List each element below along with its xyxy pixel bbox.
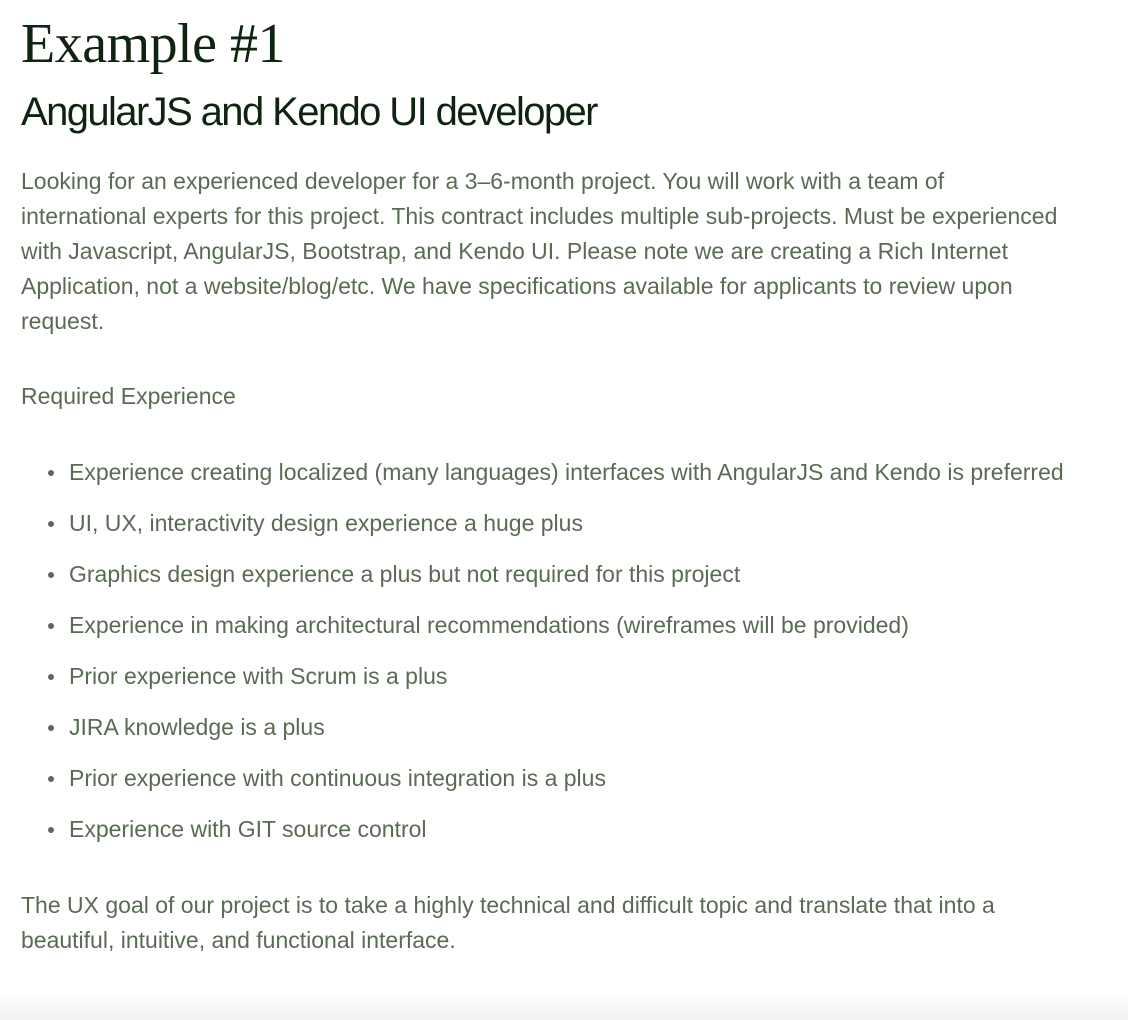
job-posting xyxy=(21,10,1111,958)
list-item: Experience with GIT source control xyxy=(69,812,1071,847)
outro-paragraph: The UX goal of our project is to take a highly technical and difficult topic and translate that into a beautiful, intuitive, and functional interface. xyxy=(21,892,995,953)
list-item: Prior experience with Scrum is a plus xyxy=(69,659,1071,694)
example-title: Example #1 xyxy=(21,13,286,75)
list-item: Experience creating localized (many languages) interfaces with AngularJS and Kendo is preferred xyxy=(69,455,1071,490)
list-item: Prior experience with continuous integration is a plus xyxy=(69,761,1071,796)
requirements-list xyxy=(21,455,1071,847)
scroll-fade xyxy=(0,990,1128,1020)
job-title: AngularJS and Kendo UI developer xyxy=(21,90,597,134)
list-item: UI, UX, interactivity design experience a huge plus xyxy=(69,506,1071,541)
requirements-heading: Required Experience xyxy=(21,383,236,409)
list-item: Experience in making architectural recommendations (wireframes will be provided) xyxy=(69,608,1071,643)
intro-paragraph: Looking for an experienced developer for a 3–6-month project. You will work with a team of international experts for this project. This contract includes multiple sub-projects. Must be experienced with Javascript, AngularJS, Bootstrap, and Kendo UI. Please note we are creating a Rich Internet Application, not a website/blog/etc. We have specifications available for applicants to review upon request. xyxy=(21,168,1058,334)
list-item: JIRA knowledge is a plus xyxy=(69,710,1071,745)
list-item: Graphics design experience a plus but not required for this project xyxy=(69,557,1071,592)
